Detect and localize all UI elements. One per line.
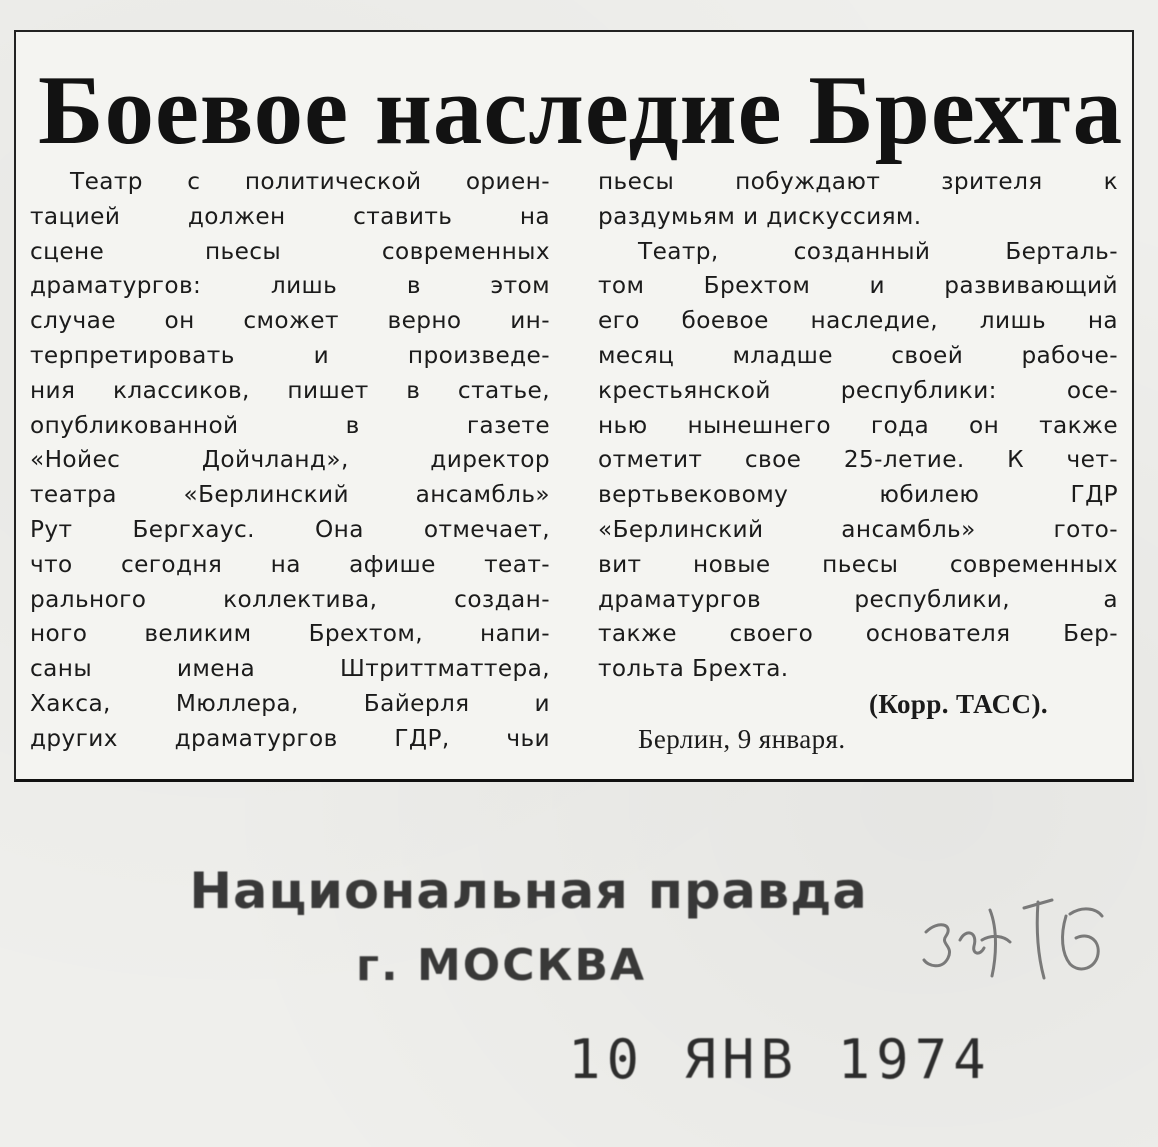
article-line: также своего основателя Бер- xyxy=(598,620,1118,648)
article-line: сцене пьесы современных xyxy=(30,237,550,265)
article-line: опубликованной в газете xyxy=(30,411,550,439)
article-line: пьесы побуждают зрителя к xyxy=(598,168,1118,195)
article-line: саны имена Штриттматтера, xyxy=(30,655,550,683)
article-column-left xyxy=(30,165,550,757)
article-line: раздумьям и дискуссиям. xyxy=(598,202,922,230)
article-dateline: Берлин, 9 января. xyxy=(638,723,846,754)
article-line: вертьвековому юбилею ГДР xyxy=(598,481,1118,509)
article-line: терпретировать и произведе- xyxy=(30,341,550,369)
article-line: «Нойес Дойчланд», директор xyxy=(30,446,550,474)
article-line: драматургов: лишь в этом xyxy=(30,272,550,300)
article-line: отметит свое 25-летие. К чет- xyxy=(598,446,1118,474)
article-line: ного великим Брехтом, напи- xyxy=(30,620,550,648)
article-line: его боевое наследие, лишь на xyxy=(598,307,1118,335)
article-column-right xyxy=(598,165,1118,757)
article-line: театра «Берлинский ансамбль» xyxy=(30,481,550,509)
article-line: тольта Брехта. xyxy=(598,655,789,683)
archive-stamp xyxy=(0,790,1158,1147)
article-line: нью нынешнего года он также xyxy=(598,411,1118,439)
article-line: Театр с политической ориен- xyxy=(70,168,550,195)
article-line: что сегодня на афише теат- xyxy=(30,550,550,578)
stamp-newspaper-name: Национальная правда xyxy=(189,862,868,920)
article-line: случае он сможет верно ин- xyxy=(30,307,550,335)
article-line: Хакса, Мюллера, Байерля и xyxy=(30,689,550,717)
newspaper-clipping xyxy=(14,30,1134,782)
article-line: том Брехтом и развивающий xyxy=(598,272,1118,300)
stamp-date: 10 ЯНВ 1974 xyxy=(568,1028,992,1091)
article-line: тацией должен ставить на xyxy=(30,202,550,230)
stamp-city: г. МОСКВА xyxy=(356,940,647,991)
article-line: ния классиков, пишет в статье, xyxy=(30,376,550,404)
article-line: Театр, созданный Берталь- xyxy=(638,237,1118,265)
article-line: рального коллектива, создан- xyxy=(30,585,550,613)
article-credit: (Корр. ТАСС). xyxy=(868,688,1048,719)
handwritten-note-signature xyxy=(920,880,1110,1000)
article-line: других драматургов ГДР, чьи xyxy=(30,724,550,752)
article-line: крестьянской республики: осе- xyxy=(598,376,1118,404)
article-line: месяц младше своей рабоче- xyxy=(598,341,1118,369)
article-line: Рут Бергхаус. Она отмечает, xyxy=(30,515,550,543)
headline: Боевое наследие Брехта xyxy=(38,56,1124,165)
article-line: драматургов республики, а xyxy=(598,585,1118,613)
article-line: «Берлинский ансамбль» гото- xyxy=(598,515,1118,543)
article-line: вит новые пьесы современных xyxy=(598,550,1118,578)
